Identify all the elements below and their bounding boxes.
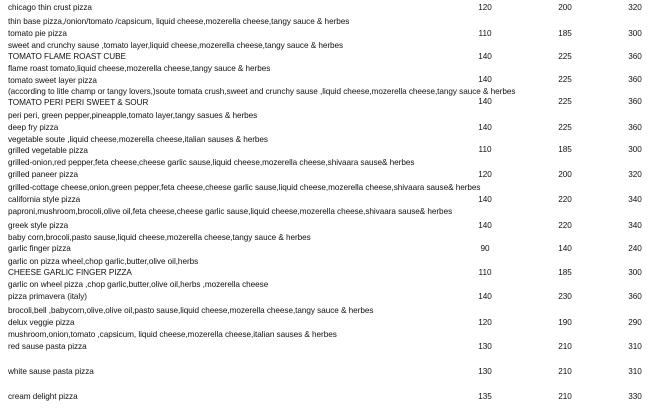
- menu-item-name: greek style pizza: [8, 221, 69, 230]
- menu-item-name: pizza primavera (italy): [8, 292, 87, 301]
- price-large: 320: [628, 3, 642, 12]
- price-small: 140: [478, 221, 492, 230]
- menu-item-name: california style pizza: [8, 195, 81, 204]
- price-large: 360: [628, 75, 642, 84]
- menu-item-description: garlic on wheel pizza ,chop garlic,butter,olive oil,herbs ,mozerella cheese: [8, 280, 269, 289]
- price-large: 300: [628, 29, 642, 38]
- price-small: 140: [478, 52, 492, 61]
- price-large: 360: [628, 123, 642, 132]
- price-medium: 140: [558, 244, 572, 253]
- price-small: 130: [478, 367, 492, 376]
- menu-item-description: peri peri, green pepper,pineapple,tomato layer,tangy sasues & herbes: [8, 111, 258, 120]
- price-medium: 230: [558, 292, 572, 301]
- price-large: 310: [628, 367, 642, 376]
- price-large: 360: [628, 292, 642, 301]
- price-large: 360: [628, 97, 642, 106]
- price-large: 340: [628, 195, 642, 204]
- price-small: 140: [478, 97, 492, 106]
- price-small: 130: [478, 342, 492, 351]
- price-large: 290: [628, 318, 642, 327]
- price-medium: 225: [558, 97, 572, 106]
- price-small: 120: [478, 3, 492, 12]
- menu-item-description: vegetable soute ,liquid cheese,mozerella cheese,italian sauses & herbes: [8, 135, 268, 144]
- price-medium: 200: [558, 3, 572, 12]
- price-small: 110: [478, 268, 492, 277]
- price-large: 320: [628, 170, 642, 179]
- menu-item-name: chicago thin crust pizza: [8, 3, 92, 12]
- menu-item-name: deep fry pizza: [8, 123, 59, 132]
- price-medium: 225: [558, 52, 572, 61]
- price-medium: 220: [558, 221, 572, 230]
- menu-item-description: baby corn,brocoli,pasto sause,liquid cheese,mozerella cheese,tangy sauce & herbes: [8, 233, 311, 242]
- price-large: 310: [628, 342, 642, 351]
- price-medium: 225: [558, 123, 572, 132]
- price-small: 110: [478, 29, 492, 38]
- menu-item-name: red sause pasta pizza: [8, 342, 87, 351]
- price-medium: 200: [558, 170, 572, 179]
- price-medium: 185: [558, 145, 572, 154]
- price-small: 90: [480, 244, 490, 253]
- menu-item-description: flame roast tomato,liquid cheese,mozerella cheese,tangy sauce & herbes: [8, 64, 271, 73]
- price-medium: 190: [558, 318, 572, 327]
- price-large: 300: [628, 145, 642, 154]
- price-small: 140: [478, 75, 492, 84]
- price-medium: 210: [558, 342, 572, 351]
- price-small: 140: [478, 123, 492, 132]
- price-large: 330: [628, 392, 642, 401]
- menu-item-description: mushroom,onion,tomato ,capsicum, liquid cheese,mozerella cheese,italian sauses & herbes: [8, 330, 337, 339]
- price-medium: 185: [558, 29, 572, 38]
- menu-item-description: garlic on pizza wheel,chop garlic,butter,olive oil,herbs: [8, 257, 199, 266]
- menu-item-description: thin base pizza,/onion/tomato /capsicum, liquid cheese,mozerella cheese,tangy sauce & herbes: [8, 17, 350, 26]
- menu-item-name: CHEESE GARLIC FINGER PIZZA: [8, 268, 132, 277]
- price-large: 240: [628, 244, 642, 253]
- menu-item-name: delux veggie pizza: [8, 318, 75, 327]
- price-small: 135: [478, 392, 492, 401]
- menu-item-description: grilled-cottage cheese,onion,green pepper,feta cheese,cheese garlic sause,liquid cheese,mozerella cheese,shivaara sause& herbes: [8, 183, 481, 192]
- menu-item-description: (according to litle champ or tangy lovers,)soute tomata crush,sweet and crunchy sause ,liquid cheese,mozerella cheese,tangy sauce & herbes: [8, 87, 516, 96]
- price-small: 120: [478, 318, 492, 327]
- price-small: 120: [478, 170, 492, 179]
- price-small: 140: [478, 195, 492, 204]
- price-large: 340: [628, 221, 642, 230]
- menu-item-name: grilled vegetable pizza: [8, 146, 88, 155]
- price-medium: 225: [558, 75, 572, 84]
- menu-item-name: white sause pasta pizza: [8, 367, 94, 376]
- menu-item-name: garlic finger pizza: [8, 244, 71, 253]
- menu-item-description: sweet and crunchy sause ,tomato layer,liquid cheese,mozerella cheese,tangy sauce & herbes: [8, 41, 344, 50]
- menu-item-name: tomato pie pizza: [8, 29, 67, 38]
- price-medium: 220: [558, 195, 572, 204]
- price-small: 110: [478, 145, 492, 154]
- menu-item-description: brocoli,bell ,babycorn,olive,olive oil,pasto sause,liquid cheese,mozerella cheese,tangy sauce & herbes: [8, 306, 374, 315]
- price-medium: 210: [558, 392, 572, 401]
- menu-item-name: tomato sweet layer pizza: [8, 76, 97, 85]
- price-medium: 185: [558, 268, 572, 277]
- menu-item-description: paproni,mushroom,brocoli,olive oil,feta cheese,cheese garlic sause,liquid cheese,mozerella cheese,shivaara sause& herbes: [8, 207, 453, 216]
- menu-item-name: cream delight pizza: [8, 392, 78, 401]
- menu-item-description: grilled-onion,red pepper,feta cheese,cheese garlic sause,liquid cheese,mozerella cheese,shivaara sause& herbes: [8, 158, 415, 167]
- price-large: 300: [628, 268, 642, 277]
- menu-item-name: grilled paneer pizza: [8, 170, 79, 179]
- price-large: 360: [628, 52, 642, 61]
- price-small: 140: [478, 292, 492, 301]
- menu-item-name: TOMATO PERI PERI SWEET & SOUR: [8, 98, 149, 107]
- price-medium: 210: [558, 367, 572, 376]
- menu-item-name: TOMATO FLAME ROAST CUBE: [8, 52, 126, 61]
